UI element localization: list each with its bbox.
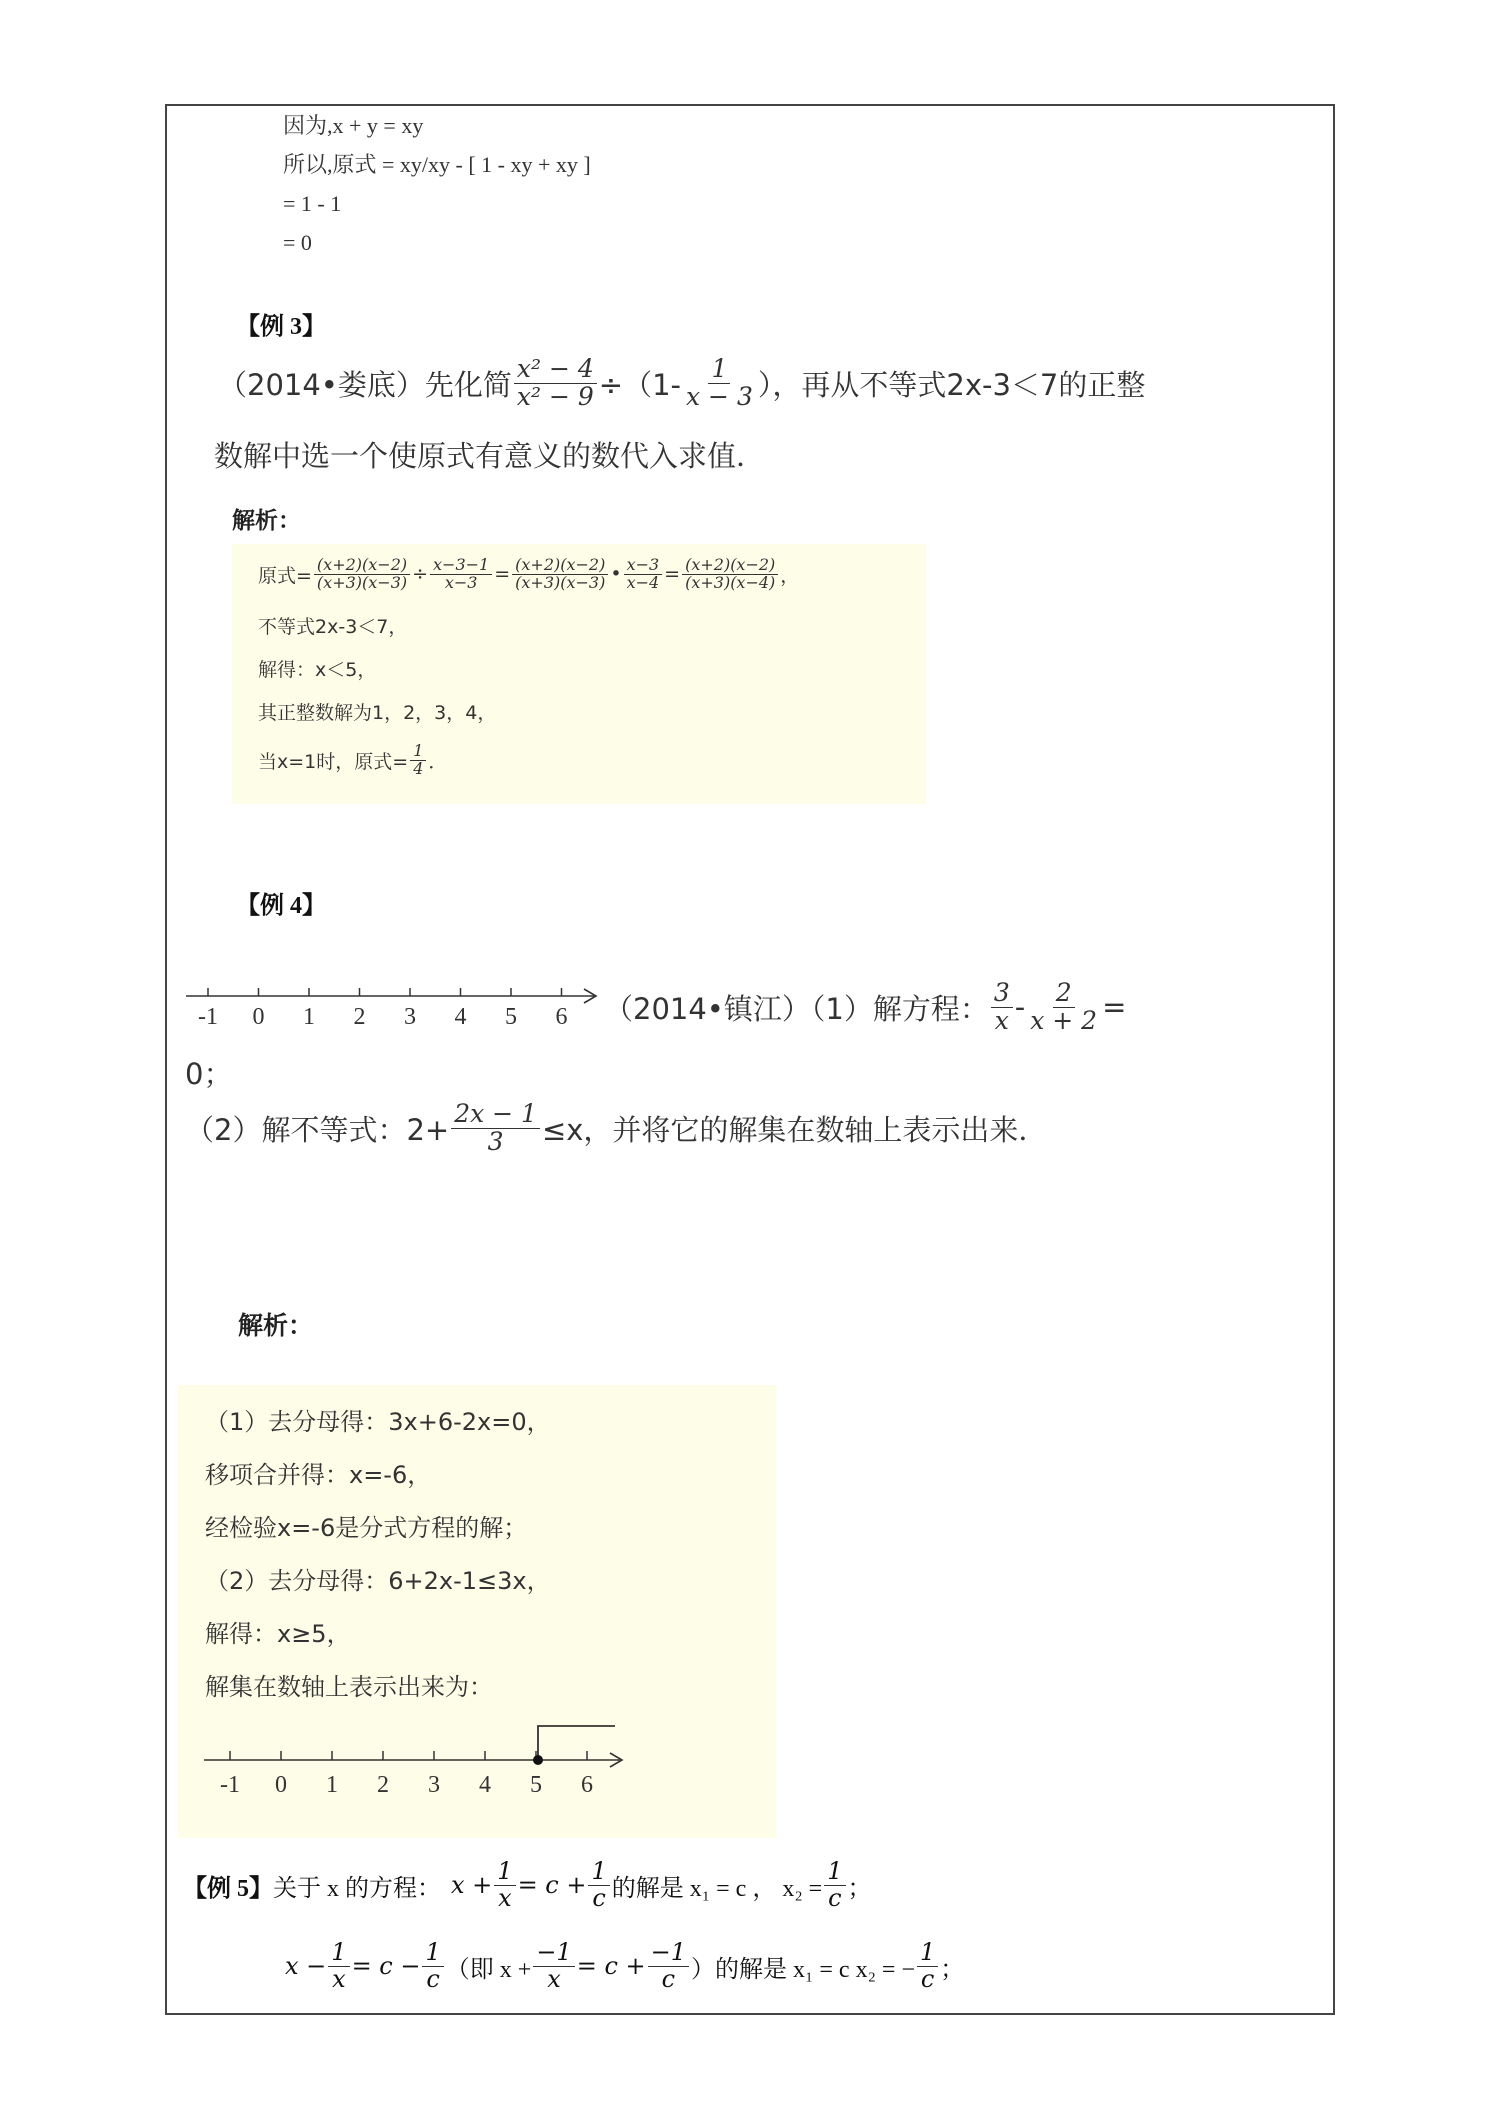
- ex4-q3-pre: （2）解不等式：2+: [185, 1112, 450, 1147]
- ex4-q-frac-2: [1027, 980, 1100, 1034]
- prev-line-1: 因为,x + y = xy: [283, 113, 424, 138]
- solution-set-endpoint: [533, 1755, 543, 1765]
- ex3-solution-line-4: 其正整数解为1，2，3，4，: [258, 702, 497, 724]
- ex4-solution-axis-tick-label: 0: [275, 1772, 287, 1798]
- ex5-l2-f3-num: −1: [533, 1940, 574, 1966]
- ex4-solution-line-5: 解得：x≥5，: [205, 1620, 351, 1648]
- ex5-l2-f5-den: c: [920, 1964, 935, 1993]
- ex5-l1-frac-3: [824, 1859, 845, 1910]
- ex5-l2-e: ）的解是 x₁ = c x₂ = −: [691, 1956, 916, 1983]
- example-5-line-2: [285, 1928, 964, 2004]
- ex5-l2-f1-den: x: [332, 1964, 346, 1993]
- ex3-s1-frac-3: [512, 554, 608, 592]
- ex4-q-f2-num: 2: [1053, 980, 1075, 1007]
- ex3-q-frac2-den: x − 3: [686, 381, 753, 411]
- ex4-axis-tick-label: 1: [303, 1004, 315, 1030]
- ex5-l2-f3-den: x: [547, 1964, 561, 1993]
- ex3-s5-end: ．: [428, 750, 448, 773]
- ex5-l1-f3-num: 1: [824, 1859, 845, 1885]
- example-4-analysis-label: 解析：: [238, 1311, 314, 1340]
- ex4-solution-line-2: 移项合并得：x=-6，: [205, 1461, 432, 1489]
- ex4-solution-line-3: 经检验x=-6是分式方程的解；: [205, 1514, 528, 1542]
- ex4-q-frac-1: [991, 980, 1013, 1034]
- ex4-axis-tick-label: 3: [404, 1004, 416, 1030]
- example-3-title: 【例 3】: [236, 314, 326, 340]
- example-3-analysis-label: 解析：: [232, 508, 301, 534]
- ex5-l1-f3-den: c: [828, 1883, 842, 1912]
- ex5-l1-frac-1: [494, 1859, 515, 1910]
- ex5-l1-a: x +: [451, 1871, 493, 1899]
- ex4-solution-line-1: （1）去分母得：3x+6-2x=0，: [205, 1408, 551, 1436]
- ex4-q3-frac: [451, 1101, 540, 1155]
- ex3-s5-pre: 当x=1时，原式=: [258, 750, 409, 773]
- ex4-axis-tick-label: 0: [252, 1004, 265, 1030]
- ex4-axis-tick-label: 2: [353, 1004, 366, 1030]
- ex3-s1-f1-den: (x+3)(x−3): [316, 572, 408, 592]
- ex4-q-eq: =: [1102, 990, 1127, 1024]
- ex5-l2-f4-num: −1: [648, 1940, 689, 1966]
- ex3-solution-line-5: [258, 732, 447, 788]
- ex4-q3-den: 3: [487, 1126, 504, 1156]
- ex5-l2-frac-5: [917, 1940, 938, 1991]
- ex3-s1-f5-num: (x+2)(x−2): [682, 557, 778, 575]
- ex4-question-number-line: [182, 982, 602, 1034]
- ex4-axis-tick-label: 5: [505, 1004, 517, 1030]
- ex5-l2-f1-num: 1: [328, 1940, 349, 1966]
- ex3-q-frac1-den: x² − 9: [516, 381, 594, 411]
- ex3-q-fraction-1: [514, 356, 597, 410]
- ex5-l2-frac-1: [328, 1940, 349, 1991]
- ex5-l1-f1-num: 1: [494, 1859, 515, 1885]
- ex4-q-pre: （2014•镇江）（1）解方程：: [604, 991, 989, 1026]
- ex4-solution-axis-tick-label: -1: [220, 1772, 240, 1798]
- ex4-solution-number-line: [200, 1720, 630, 1800]
- ex3-s1-frac-2: [430, 554, 492, 592]
- ex5-l1-f1-den: x: [498, 1883, 512, 1912]
- ex3-s1-f5-den: (x+3)(x−4): [685, 572, 776, 592]
- ex4-solution-axis-tick-label: 6: [581, 1772, 593, 1798]
- ex3-solution-line-2: 不等式2x-3＜7，: [258, 616, 408, 638]
- prev-line-3: = 1 - 1: [283, 191, 342, 216]
- ex5-l1-frac-2: [588, 1859, 609, 1910]
- ex3-s1-f2-den: x−3: [444, 572, 478, 592]
- ex3-s1-frac-5: [682, 554, 778, 592]
- ex4-q3-post: ≤x，并将它的解集在数轴上表示出来．: [541, 1112, 1048, 1147]
- ex4-solution-axis-tick-label: 1: [326, 1772, 338, 1798]
- ex5-l2-c: （即 x +: [445, 1956, 532, 1983]
- ex5-l2-frac-2: [422, 1940, 443, 1991]
- ex4-solution-line-4: （2）去分母得：6+2x-1≤3x，: [205, 1567, 551, 1595]
- example-5-line-1: [183, 1847, 872, 1923]
- example-3-question-line-1: [218, 343, 1145, 423]
- prev-line-4: = 0: [283, 230, 312, 255]
- ex5-l2-f2-num: 1: [422, 1940, 443, 1966]
- ex3-s1-end: ，: [780, 564, 800, 587]
- ex5-l2-f5-num: 1: [917, 1940, 938, 1966]
- ex5-l1-d: ；: [847, 1875, 872, 1902]
- ex4-q-f1-num: 3: [991, 980, 1013, 1007]
- example-5-title: 【例 5】: [183, 1875, 273, 1902]
- ex4-axis-tick-label: 4: [454, 1004, 467, 1030]
- ex5-l1-c: 的解是 x₁ = c ， x₂ =: [611, 1875, 823, 1902]
- ex3-q-div: ÷（1-: [598, 367, 682, 402]
- ex3-s5-den: 4: [413, 758, 424, 778]
- ex3-s5-frac: [410, 740, 426, 778]
- prev-line-2: 所以,原式 = xy/xy - [ 1 - xy + xy ]: [283, 152, 591, 177]
- ex3-s1-eq: =: [494, 563, 511, 585]
- ex3-s1-pre: 原式=: [258, 564, 312, 587]
- example-4-title: 【例 4】: [236, 893, 326, 919]
- ex4-solution-axis-tick-label: 3: [428, 1772, 440, 1798]
- ex3-s1-eq2: =: [664, 563, 681, 585]
- example-4-question-line-1: [604, 972, 1126, 1042]
- solution-set-bracket: [538, 1726, 615, 1760]
- ex5-l1-b: = c +: [517, 1871, 587, 1899]
- example-4-question-line-2: 0；: [185, 1057, 233, 1091]
- ex5-l2-b: = c −: [351, 1952, 421, 1980]
- ex3-s1-frac-4: [624, 554, 663, 592]
- ex3-q-pre: （2014•娄底）先化简: [218, 367, 512, 402]
- ex4-solution-axis-tick-label: 5: [530, 1772, 542, 1798]
- ex3-s1-f3-den: (x+3)(x−3): [515, 572, 606, 592]
- ex5-l2-d: = c +: [576, 1952, 646, 1980]
- ex5-t1: 关于 x 的方程：: [273, 1875, 441, 1902]
- example-3-question-line-2: 数解中选一个使原式有意义的数代入求值．: [214, 439, 766, 473]
- ex4-axis-tick-label: -1: [198, 1004, 218, 1030]
- ex4-axis-tick-label: 6: [555, 1004, 568, 1030]
- ex3-s1-f4-den: x−4: [626, 572, 660, 592]
- ex3-solution-line-3: 解得：x＜5，: [258, 659, 377, 681]
- ex3-q-fraction-2: [683, 356, 756, 410]
- ex3-solution-line-1: [258, 546, 799, 602]
- ex3-s1-dot: •: [610, 563, 622, 585]
- ex4-solution-line-6: 解集在数轴上表示出来为：: [205, 1673, 493, 1701]
- ex3-q-frac2-num: 1: [708, 356, 730, 383]
- ex3-s1-f4-num: x−3: [624, 557, 663, 575]
- ex4-solution-axis-tick-label: 2: [377, 1772, 389, 1798]
- ex5-l2-f4-den: c: [661, 1964, 676, 1993]
- ex3-s1-frac-1: [314, 554, 410, 592]
- ex5-l2-a: x −: [285, 1952, 327, 1980]
- ex4-q3-num: 2x − 1: [451, 1101, 540, 1128]
- ex5-l1-f2-den: c: [592, 1883, 606, 1912]
- ex3-s1-div: ÷: [412, 563, 429, 585]
- ex4-q-f2-den: x + 2: [1030, 1005, 1098, 1035]
- ex4-q-minus: -: [1014, 990, 1026, 1024]
- ex3-q-post: ），再从不等式2x-3＜7的正整: [757, 367, 1146, 402]
- ex5-l2-f2-den: c: [426, 1964, 440, 1993]
- ex5-l2-f: ；: [940, 1956, 965, 1983]
- ex3-s1-f1-num: (x+2)(x−2): [314, 557, 410, 575]
- example-4-question-line-3: [185, 1088, 1047, 1168]
- ex5-l2-frac-3: [533, 1940, 574, 1991]
- ex3-s1-f3-num: (x+2)(x−2): [512, 557, 608, 575]
- ex4-q-f1-den: x: [994, 1005, 1009, 1035]
- ex3-s1-f2-num: x−3−1: [430, 557, 492, 575]
- ex3-q-frac1-num: x² − 4: [514, 356, 597, 383]
- ex3-s5-num: 1: [410, 743, 426, 761]
- ex5-l1-f2-num: 1: [588, 1859, 609, 1885]
- ex5-l2-frac-4: [648, 1940, 689, 1991]
- ex4-solution-axis-tick-label: 4: [479, 1772, 491, 1798]
